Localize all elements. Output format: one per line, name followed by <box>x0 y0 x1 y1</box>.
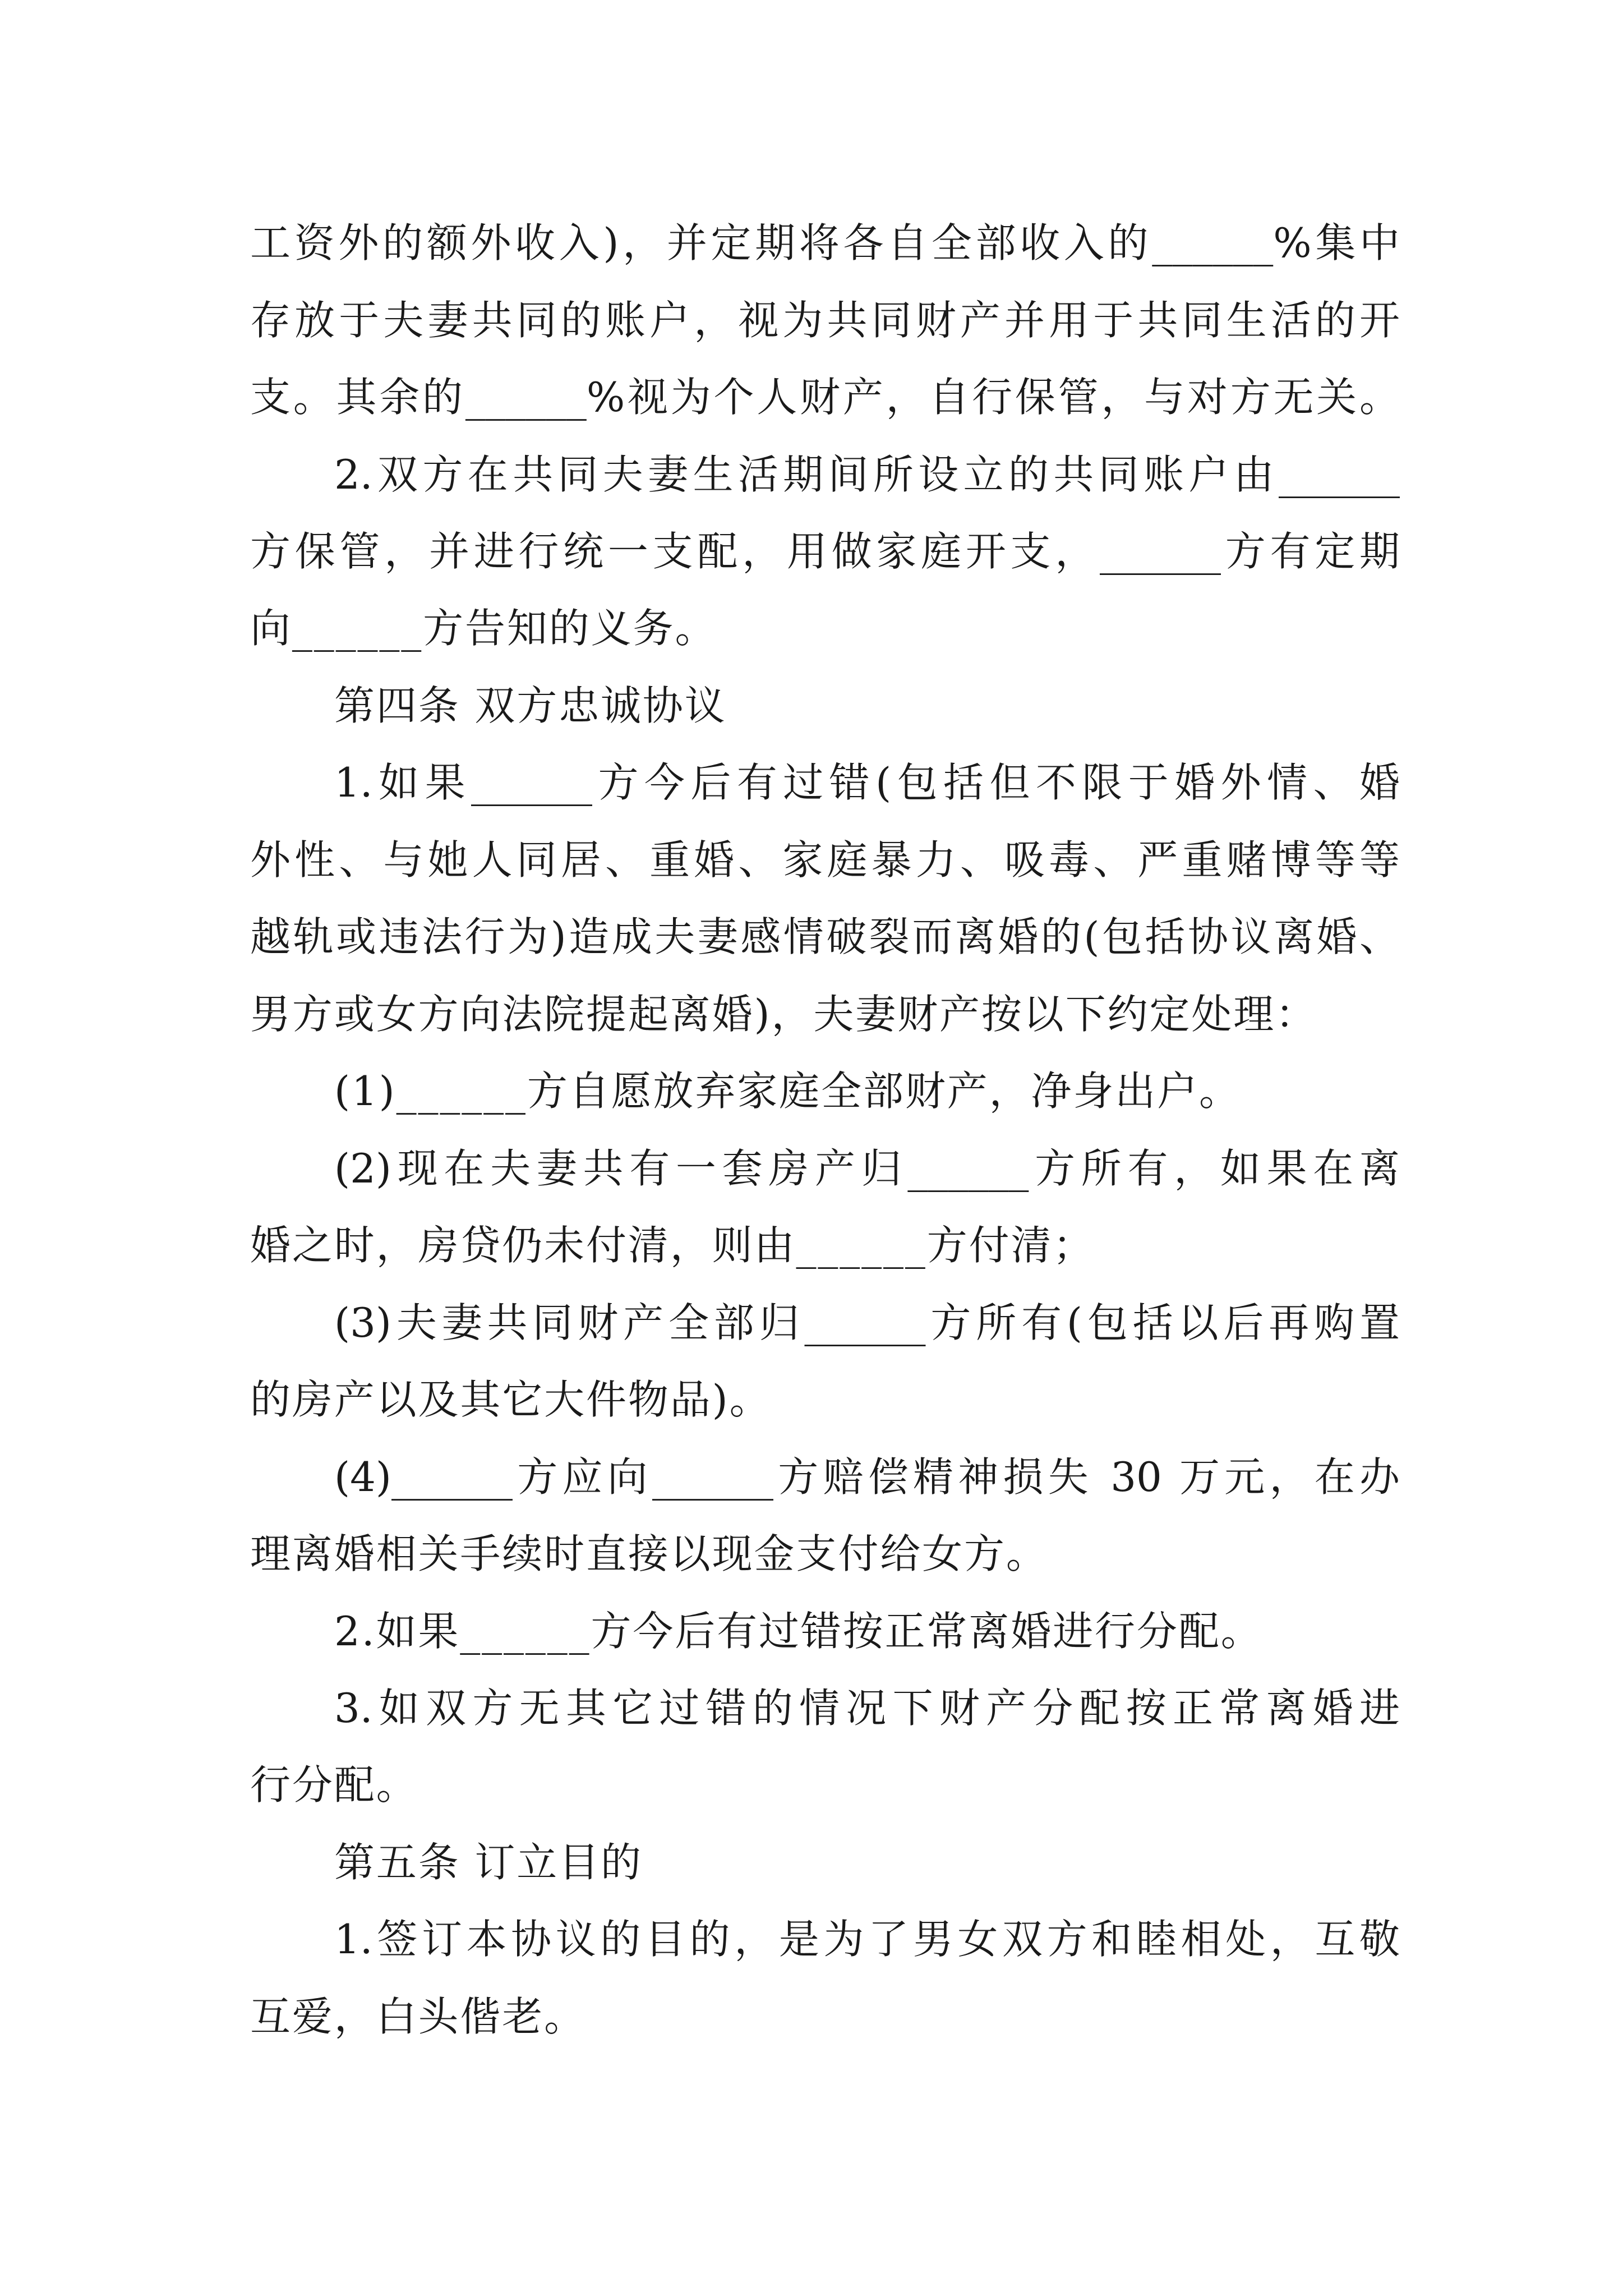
section-heading: 第五条 订立目的 <box>334 1839 643 1886</box>
text-line: 婚之时，房贷仍未付清，则由______方付清； <box>250 1222 1095 1269</box>
text-line: 2.如果______方今后有过错按正常离婚进行分配。 <box>334 1608 1263 1655</box>
text-line: 方保管，并进行统一支配，用做家庭开支，______方有定期 <box>250 528 1400 575</box>
text-line: 互爱，白头偕老。 <box>250 1993 587 2040</box>
text-line: 男方或女方向法院提起离婚)，夫妻财产按以下约定处理： <box>250 991 1317 1038</box>
text-line: 3.如双方无其它过错的情况下财产分配按正常离婚进 <box>334 1685 1400 1732</box>
text-line: (4)______方应向______方赔偿精神损失 30 万元，在办 <box>334 1453 1400 1501</box>
text-line: 的房产以及其它大件物品)。 <box>250 1376 772 1423</box>
text-line: (1)______方自愿放弃家庭全部财产，净身出户。 <box>334 1068 1241 1115</box>
text-line: 越轨或违法行为)造成夫妻感情破裂而离婚的(包括协议离婚、 <box>250 913 1400 960</box>
text-line: 行分配。 <box>250 1761 418 1809</box>
text-line: 存放于夫妻共同的账户，视为共同财产并用于共同生活的开 <box>250 297 1400 344</box>
text-line: 2.双方在共同夫妻生活期间所设立的共同账户由______ <box>334 451 1400 498</box>
text-line: 理离婚相关手续时直接以现金支付给女方。 <box>250 1530 1048 1577</box>
section-heading: 第四条 双方忠诚协议 <box>334 682 727 729</box>
text-line: 外性、与她人同居、重婚、家庭暴力、吸毒、严重赌博等等 <box>250 836 1400 884</box>
text-line: (2)现在夫妻共有一套房产归______方所有，如果在离 <box>334 1145 1400 1192</box>
text-line: (3)夫妻共同财产全部归______方所有(包括以后再购置 <box>334 1299 1400 1346</box>
text-line: 支。其余的______%视为个人财产，自行保管，与对方无关。 <box>250 374 1400 421</box>
text-line: 向______方告知的义务。 <box>250 605 717 652</box>
text-line: 工资外的额外收入)，并定期将各自全部收入的______%集中 <box>250 219 1400 266</box>
text-line: 1.如果______方今后有过错(包括但不限于婚外情、婚 <box>334 759 1400 806</box>
text-line: 1.签订本协议的目的，是为了男女双方和睦相处，互敬 <box>334 1916 1400 1963</box>
